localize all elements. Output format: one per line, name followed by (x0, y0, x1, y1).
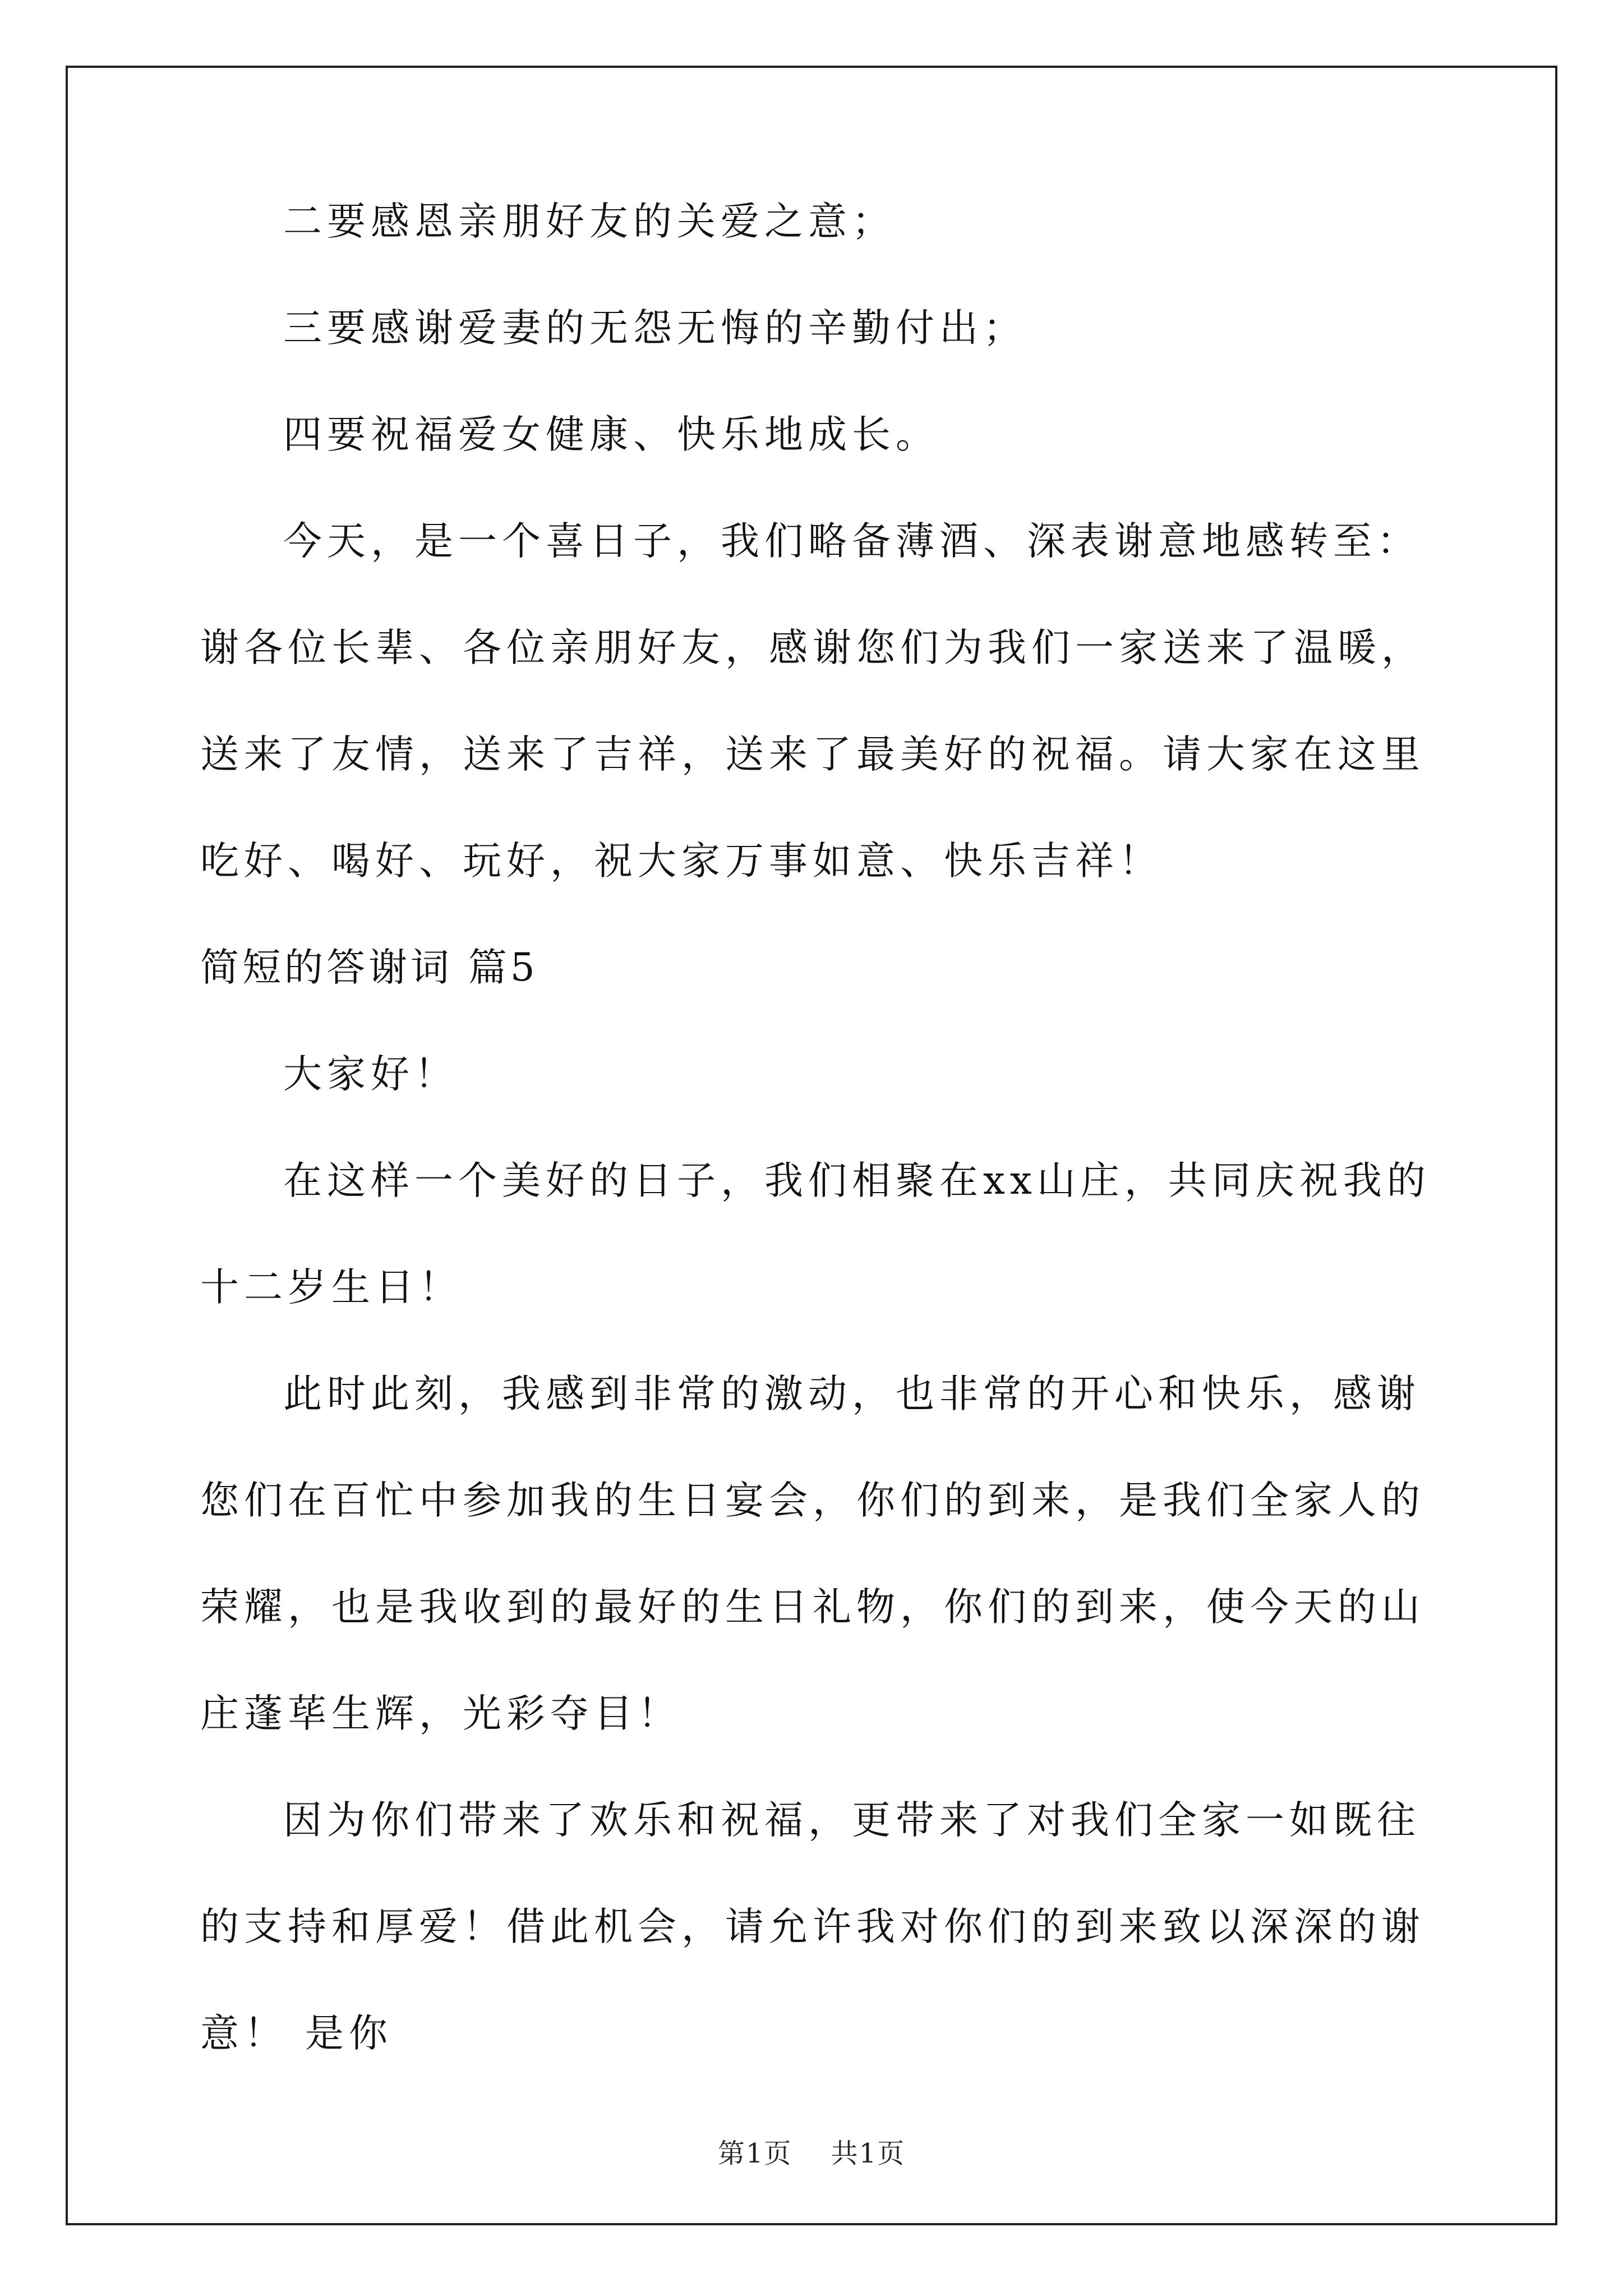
paragraph: 今天，是一个喜日子，我们略备薄酒、深表谢意地感转至：谢各位长辈、各位亲朋好友，感谢您们为我们一家送来了温暖，送来了友情，送来了吉祥，送来了最美好的祝福。请大家在这里吃好、喝好、玩好，祝大家万事如意、快乐吉祥！ (200, 519, 1425, 884)
paragraph: 在这样一个美好的日子，我们相聚在xx山庄，共同庆祝我的十二岁生日！ (200, 1158, 1431, 1310)
paragraph: 三要感谢爱妻的无怨无悔的辛勤付出； (283, 306, 1027, 351)
paragraph: 此时此刻，我感到非常的激动，也非常的开心和快乐，感谢您们在百忙中参加我的生日宴会，你们的到来，是我们全家人的荣耀，也是我收到的最好的生日礼物，你们的到来，使今天的山庄蓬荜生辉，光彩夺目！ (200, 1372, 1425, 1736)
page-footer (0, 2132, 1623, 2170)
document-body (200, 168, 1434, 2087)
section-heading: 简短的答谢词 篇5 (200, 945, 538, 990)
paragraph: 大家好！ (283, 1052, 458, 1097)
paragraph: 二要感恩亲朋好友的关爱之意； (283, 199, 896, 244)
paragraph: 因为你们带来了欢乐和祝福，更带来了对我们全家一如既往的支持和厚爱！借此机会，请允许我对你们的到来致以深深的谢意！ 是你 (200, 1798, 1425, 2056)
page-number: 第1页 (717, 2138, 792, 2169)
page-total: 共1页 (831, 2138, 906, 2169)
paragraph: 四要祝福爱女健康、快乐地成长。 (283, 412, 939, 457)
